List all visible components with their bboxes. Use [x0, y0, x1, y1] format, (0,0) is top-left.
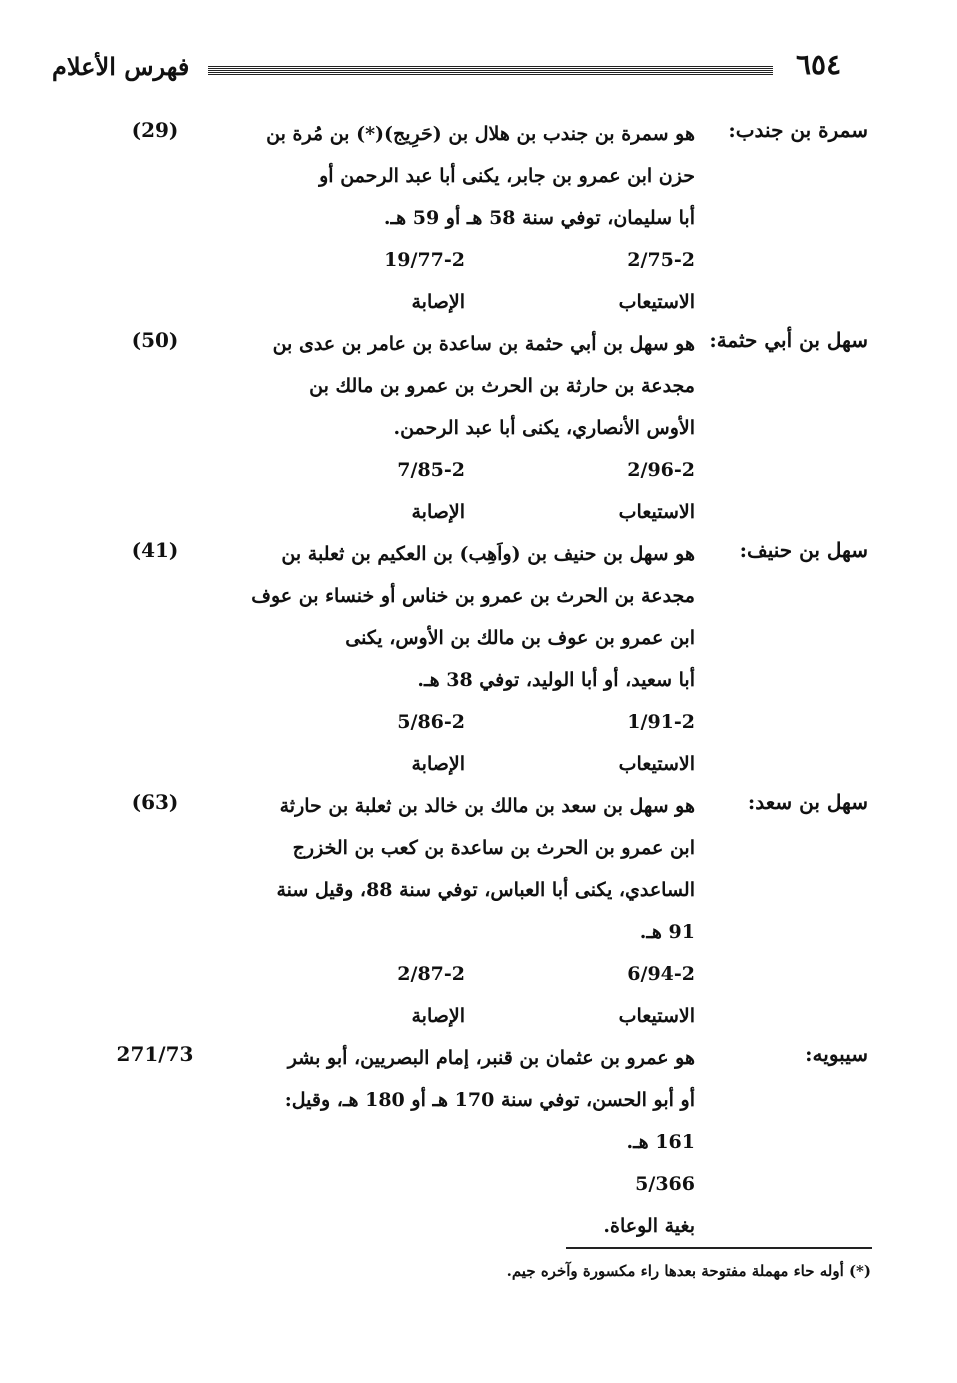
footnote-rule: [566, 1247, 872, 1249]
body-line: 161 هـ.: [626, 1131, 695, 1153]
reference-value: 5/366: [635, 1173, 695, 1195]
entry-number: (41): [131, 538, 179, 562]
page-number: ٦٥٤: [796, 48, 842, 81]
reference-value: 2/87-2: [397, 963, 465, 985]
reference-value: 2/75-2: [627, 249, 695, 271]
reference-value: 19/77-2: [384, 249, 465, 271]
reference-source: الاستيعاب: [618, 501, 695, 523]
reference-source: الاستيعاب: [618, 291, 695, 313]
entry-name: سيبويه:: [805, 1042, 868, 1066]
body-line: الأوس الأنصاري، يكنى أبا عبد الرحمن.: [393, 417, 695, 439]
body-line: الساعدي، يكنى أبا العباس، توفي سنة 88، وقيل سنة: [276, 879, 695, 901]
body-line: مجدعة بن الحرث بن عمرو بن خناس أو خنساء بن عوف: [251, 585, 695, 607]
body-line: هو سمرة بن جندب بن هلال بن (حَرِيج)(*) بن مُرة بن: [266, 123, 695, 145]
reference-value: 7/85-2: [397, 459, 465, 481]
reference-source: الإصابة: [411, 291, 465, 313]
entry-body: [240, 328, 695, 538]
body-line: هو سهل بن أبي حثمة بن ساعدة بن عامر بن عدى بن: [272, 333, 695, 355]
reference-source: الإصابة: [411, 1005, 465, 1027]
reference-block: [240, 454, 695, 538]
body-line: هو سهل بن حنيف بن (واَهِب) بن العكيم بن ثعلبة بن: [281, 543, 695, 565]
footnote: (*) أوله حاء مهملة مفتوحة بعدها راء مكسورة وآخره جيم.: [506, 1262, 871, 1280]
entry-body: [240, 1042, 695, 1252]
body-line: هو عمرو بن عثمان بن قنبر، إمام البصريين، أبو بشر: [287, 1047, 695, 1069]
entry-body: [240, 790, 695, 1042]
reference-source: الاستيعاب: [618, 753, 695, 775]
reference-block: [240, 706, 695, 790]
entry-number: (63): [131, 790, 179, 814]
body-line: 91 هـ.: [639, 921, 695, 943]
running-title: فهرس الأعلام: [52, 52, 190, 81]
entry-body: [240, 118, 695, 328]
body-line: هو سهل بن سعد بن مالك بن خالد بن ثعلبة بن حارثة: [279, 795, 695, 817]
body-line: أبا سعيد، أو أبا الوليد، توفي 38 هـ.: [417, 669, 695, 691]
header-rule: [208, 66, 773, 75]
entry-number: (29): [131, 118, 179, 142]
body-line: ابن عمرو بن عوف بن مالك بن الأوس، يكنى: [345, 627, 695, 649]
body-line: أو أبو الحسن، توفي سنة 170 هـ أو 180 هـ، وقيل:: [284, 1089, 695, 1111]
reference-source: بغية الوعاة.: [603, 1215, 695, 1237]
body-line: حزن ابن عمرو بن جابر، يكنى أبا عبد الرحمن أو: [319, 165, 695, 187]
entry-name: سهل بن حنيف:: [739, 538, 868, 562]
entry-name: سهل بن أبي حثمة:: [709, 328, 868, 352]
reference-value: 5/86-2: [397, 711, 465, 733]
reference-source: الاستيعاب: [618, 1005, 695, 1027]
reference-value: 2/96-2: [627, 459, 695, 481]
entry-number: 271/73: [116, 1042, 194, 1066]
reference-source: الإصابة: [411, 753, 465, 775]
reference-value: 6/94-2: [627, 963, 695, 985]
reference-block: [240, 244, 695, 328]
reference-source: الإصابة: [411, 501, 465, 523]
body-line: ابن عمرو بن الحرث بن ساعدة بن كعب بن الخزرج: [292, 837, 695, 859]
entry-name: سهل بن سعد:: [747, 790, 868, 814]
entry-number: (50): [131, 328, 179, 352]
entry-body: [240, 538, 695, 790]
body-line: أبا سليمان، توفي سنة 58 هـ أو 59 هـ.: [383, 207, 695, 229]
body-line: مجدعة بن حارثة بن الحرث بن عمرو بن مالك بن: [309, 375, 695, 397]
reference-block: [240, 958, 695, 1042]
entry-name: سمرة بن جندب:: [728, 118, 868, 142]
reference-value: 1/91-2: [627, 711, 695, 733]
reference-block: [240, 1168, 695, 1252]
